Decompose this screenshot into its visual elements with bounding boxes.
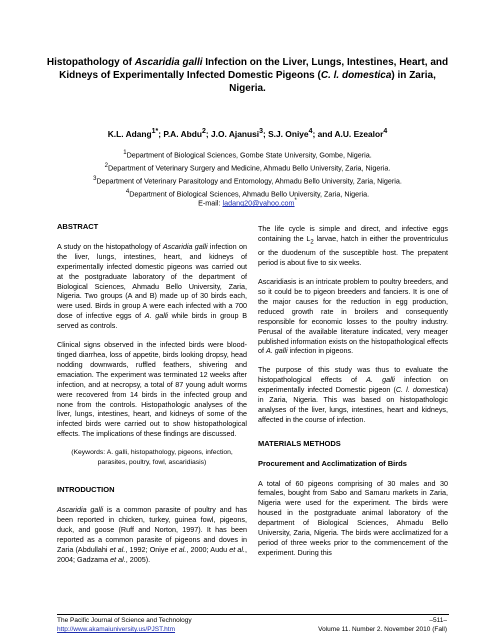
introduction-heading: INTRODUCTION [57,485,115,495]
affiliation-2: $^2$Department of Veterinary Surgery and Medicine, Ahmadu Bello University, Zaria, Nigeria. [104,162,391,173]
intro-paragraph-2: The life cycle is simple and direct, and infective eggs containing the $L_2$ larvae, hatch in either the proventriculus or the duodenum of the susceptible host. The prepatent period is about five to six weeks. [258,224,448,268]
keywords: (Keywords: A. galli, histopathology, pigeons, infection, parasites, poultry, fowl, ascaridiasis) [71,449,233,466]
paper-title: Histopathology of Ascaridia galli Infection on the Liver, Lungs, Intestines, Heart, and Kidneys of Experimentally Infected Domestic Pigeons (C. l. domestica) in Zaria, Nigeria. [46,57,449,94]
abstract-heading: ABSTRACT [57,222,99,231]
procurement-subheading: Procurement and Acclimatization of Birds [258,458,407,468]
journal-url[interactable]: http://www.akamaiuniversity.us/PJST.htm [57,626,176,633]
footer-rule [57,614,449,615]
email-label: E-mail: [198,198,221,208]
abstract-paragraph-1: A study on the histopathology of Ascaridia galli infection on the liver, lungs, intestines, heart, and kidneys of experimentally infected domestic pigeons was carried out at the postgraduate laboratory of the department of Biological Sciences, Ahmadu Bello University, Zaria, Nigeria. Two groups (A and B) made up of 30 birds each, were used. Birds in group A were each infected with a 700 dose of infective eggs of A. galli while birds in group B served as controls. [57,241,248,331]
journal-name: The Pacific Journal of Science and Technology [57,617,192,624]
left-column [57,222,247,574]
footer-right [318,616,447,634]
introduction-paragraph-1: Ascaridia galli is a common parasite of poultry and has been reported in chicken, turkey, guinea fowl, pigeons, duck, and goose (Ruff and Norton, 1997). It has been reported as a common parasite of pigeons and doves in Zaria (Abdullahi et al., 1992; Oniye et al., 2000; Audu et al., 2004; Gadzama et al., 2005). [57,505,248,564]
email-link[interactable]: ladang20@yahoo.com [222,198,295,208]
intro-paragraph-3: Ascaridiasis is an intricate problem to poultry breeders, and so it could be to pigeon breeders and fanciers. It is one of the major causes for the reduction in egg production, reduced growth rate in broilers and consequently responsible for economic losses to the poultry industry. Perusal of the available literature indicated, very meager published information exists on the histopathological effects of A. galli infection in pigeons. [258,277,448,356]
affiliations [20,148,475,200]
page-number: –511– [429,617,447,624]
affiliation-4: $^4$Department of Biological Sciences, Ahmadu Bello University, Zaria, Nigeria. [125,188,370,199]
affiliation-3: $^3$Department of Veterinary Parasitology and Entomology, Ahmadu Bello University, Zaria, Nigeria. [93,175,402,186]
affiliation-1: $^1$Department of Biological Sciences, Gombe State University, Gombe, Nigeria. [123,150,372,160]
intro-paragraph-4: The purpose of this study was thus to evaluate the histopathological effects of A. galli infection on experimentally infected Domestic pigeon (C. l. domestica) in Zaria, Nigeria. This was based on histopathologic analyses of the liver, lungs, intestines, heart and kidneys, affected in the course of infection. [258,365,449,424]
contact-email: E-mail: ladang20@yahoo.com* [198,198,297,208]
author-list: K.L. Adang$^{1*}$; P.A. Abdu$^2$; J.O. Ajanusi$^3$; S.J. Oniye$^4$; and A.U. Ezealor$^4$ [107,128,388,139]
footer-left [57,616,192,634]
methods-heading: MATERIALS METHODS [258,438,341,448]
right-column [258,224,448,567]
volume-info: Volume 11. Number 2. November 2010 (Fall) [318,626,447,633]
abstract-paragraph-2: Clinical signs observed in the infected birds were blood-tinged diarrhea, loss of appetite, birds looking dropsy, head nodding downwards, ruffled feathers, shivering and emaciation. The experiment was terminated 12 weeks after infection, and at necropsy, a total of 87 young adult worms were recovered from 14 birds in the infected group and none from the controls. Histopathologic analyses of the liver, lungs, intestines, heart, and kidneys of some of the infected birds were carried out to show histopathological effects. The implications of these findings are discussed. [57,340,247,439]
methods-paragraph-1: A total of 60 pigeons comprising of 30 males and 30 females, bought from Sabo and Samaru markets in Zaria, Nigeria were used for the experiment. The birds were housed in the postgraduate animal laboratory of the department of Biological Sciences, Ahmadu Bello University, Zaria, Nigeria. The birds were acclimatized for a period of three weeks prior to the commencement of the experiment. During this [258,478,448,557]
